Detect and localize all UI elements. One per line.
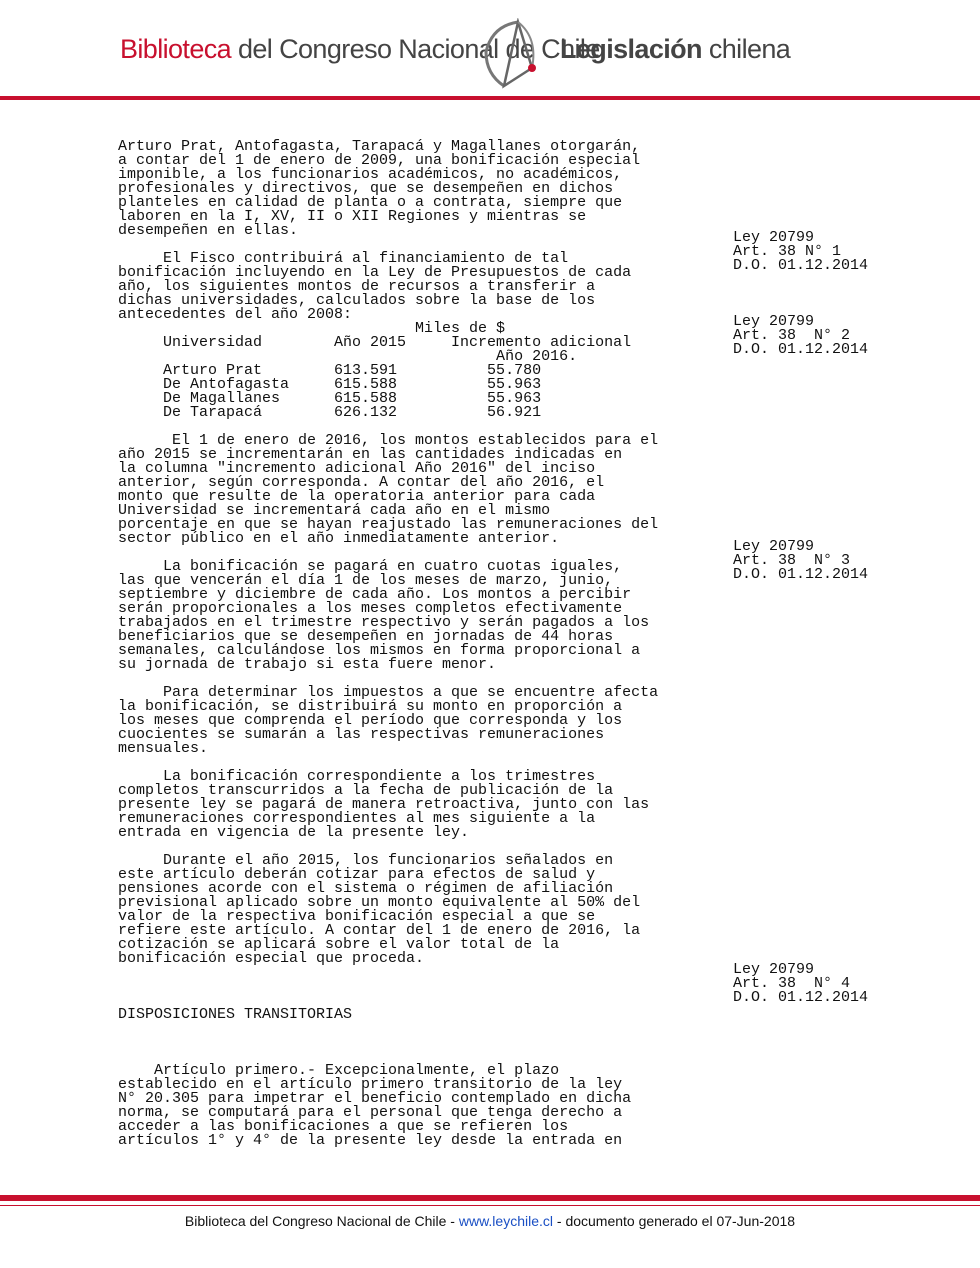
text-line: beneficiarios que se desempeñen en jornadas de 44 horas <box>118 628 614 645</box>
text-line: los meses que comprenda el período que corresponda y los <box>118 712 623 729</box>
bcn-emblem-icon <box>478 18 548 90</box>
text-line: septiembre y diciembre de cada año. Los montos a percibir <box>118 586 632 603</box>
text-line: Año 2016. <box>118 348 578 365</box>
text-line: De Tarapacá 626.132 56.921 <box>118 404 542 421</box>
text-line: De Antofagasta 615.588 55.963 <box>118 376 542 393</box>
text-line: laboren en la I, XV, II o XII Regiones y mientras se <box>118 208 587 225</box>
text-line: bonificación especial que proceda. <box>118 950 425 967</box>
text-line: año, los siguientes montos de recursos a transferir a <box>118 278 596 295</box>
text-line: a contar del 1 de enero de 2009, una bonificación especial <box>118 152 641 169</box>
text-line <box>118 966 718 980</box>
text-line: desempeñen en ellas. <box>118 222 299 239</box>
text-line: anterior, según corresponda. A contar del año 2016, el <box>118 474 605 491</box>
text-line: trabajados en el trimestre respectivo y serán pagados a los <box>118 614 650 631</box>
text-line: profesionales y directivos, que se desempeñen en dichos <box>118 180 614 197</box>
text-line: artículos 1° y 4° de la presente ley desde la entrada en <box>118 1132 623 1149</box>
footer-suffix: - documento generado el 07-Jun-2018 <box>553 1213 796 1229</box>
text-line: completos transcurridos a la fecha de publicación de la <box>118 782 614 799</box>
text-line: su jornada de trabajo si esta fuere menor. <box>118 656 497 673</box>
page-footer <box>0 1213 980 1229</box>
text-line <box>118 980 718 994</box>
text-line: La bonificación se pagará en cuatro cuotas iguales, <box>118 558 623 575</box>
brand-red-word: Biblioteca <box>120 34 232 64</box>
product-bold-word: Legislación <box>560 34 702 64</box>
text-line: N° 20.305 para impetrar el beneficio contemplado en dicha <box>118 1090 632 1107</box>
text-line: semanales, calculándose los mismos en forma proporcional a <box>118 642 641 659</box>
page-header <box>0 0 980 100</box>
text-line: Arturo Prat, Antofagasta, Tarapacá y Magallanes otorgarán, <box>118 138 641 155</box>
text-line: planteles en calidad de planta o a contrata, siempre que <box>118 194 623 211</box>
text-line: Artículo primero.- Excepcionalmente, el plazo <box>118 1062 560 1079</box>
text-line: establecido en el artículo primero transitorio de la ley <box>118 1076 623 1093</box>
text-line: las que vencerán el día 1 de los meses de marzo, junio, <box>118 572 614 589</box>
text-line: año 2015 se incrementarán en las cantidades indicadas en <box>118 446 623 463</box>
text-line: presente ley se pagará de manera retroactiva, junto con las <box>118 796 650 813</box>
text-line: mensuales. <box>118 740 209 757</box>
text-line: norma, se computará para el personal que tenga derecho a <box>118 1104 623 1121</box>
footer-thin-divider <box>0 1205 980 1206</box>
text-line: previsional aplicado sobre un monto equivalente al 50% del <box>118 894 641 911</box>
text-line: DISPOSICIONES TRANSITORIAS <box>118 1006 353 1023</box>
text-line: De Magallanes 615.588 55.963 <box>118 390 542 407</box>
footer-divider <box>0 1195 980 1201</box>
text-line: Arturo Prat 613.591 55.780 <box>118 362 542 379</box>
margin-note-2: Ley 20799 Art. 38 N° 2 D.O. 01.12.2014 <box>733 313 869 358</box>
text-line: la columna "incremento adicional Año 2016" del inciso <box>118 460 596 477</box>
text-line: este artículo deberán cotizar para efectos de salud y <box>118 866 596 883</box>
document-body <box>118 140 718 1148</box>
leychile-link[interactable]: www.leychile.cl <box>458 1213 553 1229</box>
text-line: pensiones acorde con el sistema o régimen de afiliación <box>118 880 614 897</box>
text-line: dichas universidades, calculados sobre la base de los <box>118 292 596 309</box>
product-rest-text: chilena <box>701 34 791 64</box>
brand-rest-text: del Congreso Nacional de Chile <box>231 34 600 64</box>
text-line: cotización se aplicará sobre el valor total de la <box>118 936 560 953</box>
text-line: remuneraciones correspondientes al mes siguiente a la <box>118 810 596 827</box>
margin-note-1: Ley 20799 Art. 38 N° 1 D.O. 01.12.2014 <box>733 229 869 274</box>
text-line: El Fisco contribuirá al financiamiento de tal <box>118 250 569 267</box>
text-line: Durante el año 2015, los funcionarios señalados en <box>118 852 614 869</box>
text-line: monto que resulte de la operatoria anterior para cada <box>118 488 596 505</box>
text-line: El 1 de enero de 2016, los montos establecidos para el <box>118 432 659 449</box>
text-line: valor de la respectiva bonificación especial a que se <box>118 908 596 925</box>
text-line: Para determinar los impuestos a que se encuentre afecta <box>118 684 659 701</box>
text-line: antecedentes del año 2008: <box>118 306 353 323</box>
margin-note-4: Ley 20799 Art. 38 N° 4 D.O. 01.12.2014 <box>733 961 869 1006</box>
margin-note-3: Ley 20799 Art. 38 N° 3 D.O. 01.12.2014 <box>733 538 869 583</box>
text-line: bonificación incluyendo en la Ley de Presupuestos de cada <box>118 264 632 281</box>
text-line <box>118 1022 718 1036</box>
text-line: La bonificación correspondiente a los trimestres <box>118 768 596 785</box>
text-line <box>118 1036 718 1050</box>
header-divider <box>0 96 980 100</box>
footer-prefix: Biblioteca del Congreso Nacional de Chile - <box>184 1213 459 1229</box>
text-line: porcentaje en que se hayan reajustado las remuneraciones del <box>118 516 659 533</box>
text-line: refiere este artículo. A contar del 1 de enero de 2016, la <box>118 922 641 939</box>
text-line: imponible, a los funcionarios académicos, no académicos, <box>118 166 623 183</box>
text-line: entrada en vigencia de la presente ley. <box>118 824 470 841</box>
text-line: Miles de $ <box>118 320 506 337</box>
text-line: Universidad se incrementará cada año en el mismo <box>118 502 551 519</box>
text-line: cuocientes se sumarán a las respectivas remuneraciones <box>118 726 605 743</box>
text-line: serán proporcionales a los meses completos efectivamente <box>118 600 623 617</box>
legislacion-logo-text <box>560 34 790 65</box>
text-line: la bonificación, se distribuirá su monto en proporción a <box>118 698 623 715</box>
text-line: sector público en el año inmediatamente anterior. <box>118 530 560 547</box>
text-line: acceder a las bonificaciones a que se refieren los <box>118 1118 569 1135</box>
text-line: Universidad Año 2015 Incremento adicional <box>118 334 632 351</box>
